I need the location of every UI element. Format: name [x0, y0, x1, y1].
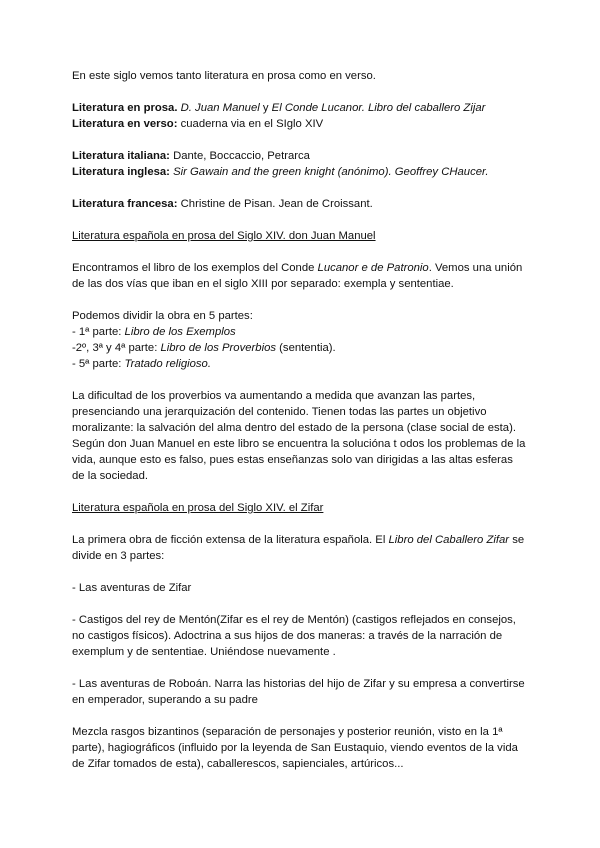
part-item-1 — [72, 324, 528, 340]
part-item-1-label: - 1ª parte: — [72, 326, 125, 338]
part-item-2-title: Libro de los Proverbios — [160, 342, 277, 354]
spacer — [72, 180, 528, 196]
part-item-2-note: (sententia). — [276, 342, 336, 354]
document-page — [72, 68, 528, 772]
part-item-1-title: Libro de los Exemplos — [124, 326, 236, 338]
spacer — [72, 596, 528, 612]
lit-francesa-line — [72, 196, 528, 212]
zifar-intro-b: se divide en 3 partes: — [72, 534, 525, 562]
lit-verso-label: Literatura en verso: — [72, 118, 178, 130]
lit-italiana-text: Dante, Boccaccio, Petrarca — [169, 150, 310, 162]
zifar-part-3: - Las aventuras de Roboán. Narra las historias del hijo de Zifar y su empresa a convertirse en emperador, superando a su padre — [72, 678, 525, 706]
lit-prosa-works: El Conde Lucanor. Libro del caballero Zijar — [271, 102, 486, 114]
spacer — [72, 516, 528, 532]
section-heading-juan-manuel: Literatura española en prosa del Siglo XIV. don Juan Manuel — [72, 230, 376, 242]
zifar-part-1: - Las aventuras de Zifar — [72, 582, 192, 594]
lit-verso-line — [72, 116, 528, 132]
spacer — [72, 244, 528, 260]
lit-verso-text: cuaderna via en el SIglo XIV — [177, 118, 324, 130]
spacer — [72, 708, 528, 724]
lit-francesa-label: Literatura francesa: — [72, 198, 178, 210]
lit-prosa-line — [72, 100, 528, 116]
part-item-3 — [72, 356, 528, 372]
spacer — [72, 292, 528, 308]
lit-italiana-label: Literatura italiana: — [72, 150, 170, 162]
lit-prosa-conj: y — [259, 102, 272, 114]
lit-inglesa-text: Sir Gawain and the green knight (anónimo). Geoffrey CHaucer. — [169, 166, 489, 178]
lit-italiana-line — [72, 148, 528, 164]
spacer — [72, 212, 528, 228]
zifar-intro-a: La primera obra de ficción extensa de la literatura española. El — [72, 534, 389, 546]
spacer — [72, 132, 528, 148]
lucanor-text-a: Encontramos el libro de los exemplos del Conde — [72, 262, 318, 274]
rasgos-paragraph: Mezcla rasgos bizantinos (separación de personajes y posterior reunión, visto en la 1ª parte), hagiográficos (influido por la leyenda de San Eustaquio, viendo eventos de la vida de Zifar tomados de esta), caballerescos, sapienciales, artúricos... — [72, 726, 518, 770]
spacer — [72, 660, 528, 676]
intro-paragraph: En este siglo vemos tanto literatura en prosa como en verso. — [72, 70, 376, 82]
spacer — [72, 84, 528, 100]
section-heading-zifar: Literatura española en prosa del Siglo XIV. el Zifar — [72, 502, 324, 514]
zifar-part-2: - Castigos del rey de Mentón(Zifar es el rey de Mentón) (castigos reflejados en consejos, no castigos físicos). Adoctrina a sus hijos de dos maneras: a través de la narración de exemplum y de sententiae. Uniéndose nuevamente . — [72, 614, 516, 658]
lit-francesa-text: Christine de Pisan. Jean de Croissant. — [177, 198, 373, 210]
spacer — [72, 372, 528, 388]
spacer — [72, 564, 528, 580]
part-item-3-label: - 5ª parte: — [72, 358, 125, 370]
spacer — [72, 484, 528, 500]
parts-intro: Podemos dividir la obra en 5 partes: — [72, 310, 253, 322]
zifar-intro-paragraph — [72, 532, 528, 564]
lit-prosa-label: Literatura en prosa. — [72, 102, 178, 114]
proverbios-paragraph: La dificultad de los proverbios va aumentando a medida que avanzan las partes, presenciando una jerarquización del contenido. Tienen todas las partes un objetivo moralizante: la salvación del alma dentro del estado de la persona (clase social de esta). Según don Juan Manuel en este libro se encuentra la solucióna t odos los problemas de la vida, aunque esto es falso, pues estas enseñanzas solo van dirigidas a las altas esferas de la sociedad. — [72, 390, 526, 482]
lit-inglesa-line — [72, 164, 528, 180]
lucanor-paragraph — [72, 260, 528, 292]
part-item-3-title: Tratado religioso. — [124, 358, 211, 370]
part-item-2 — [72, 340, 528, 356]
part-item-2-label: -2º, 3ª y 4ª parte: — [72, 342, 161, 354]
lit-inglesa-label: Literatura inglesa: — [72, 166, 170, 178]
lit-prosa-author: D. Juan Manuel — [180, 102, 260, 114]
lucanor-title: Lucanor e de Patronio — [317, 262, 429, 274]
lucanor-text-b: . Vemos una unión de las dos vías que iban en el siglo XIII por separado: exempla y sententiae. — [72, 262, 523, 290]
zifar-book-title: Libro del Caballero Zifar — [388, 534, 510, 546]
